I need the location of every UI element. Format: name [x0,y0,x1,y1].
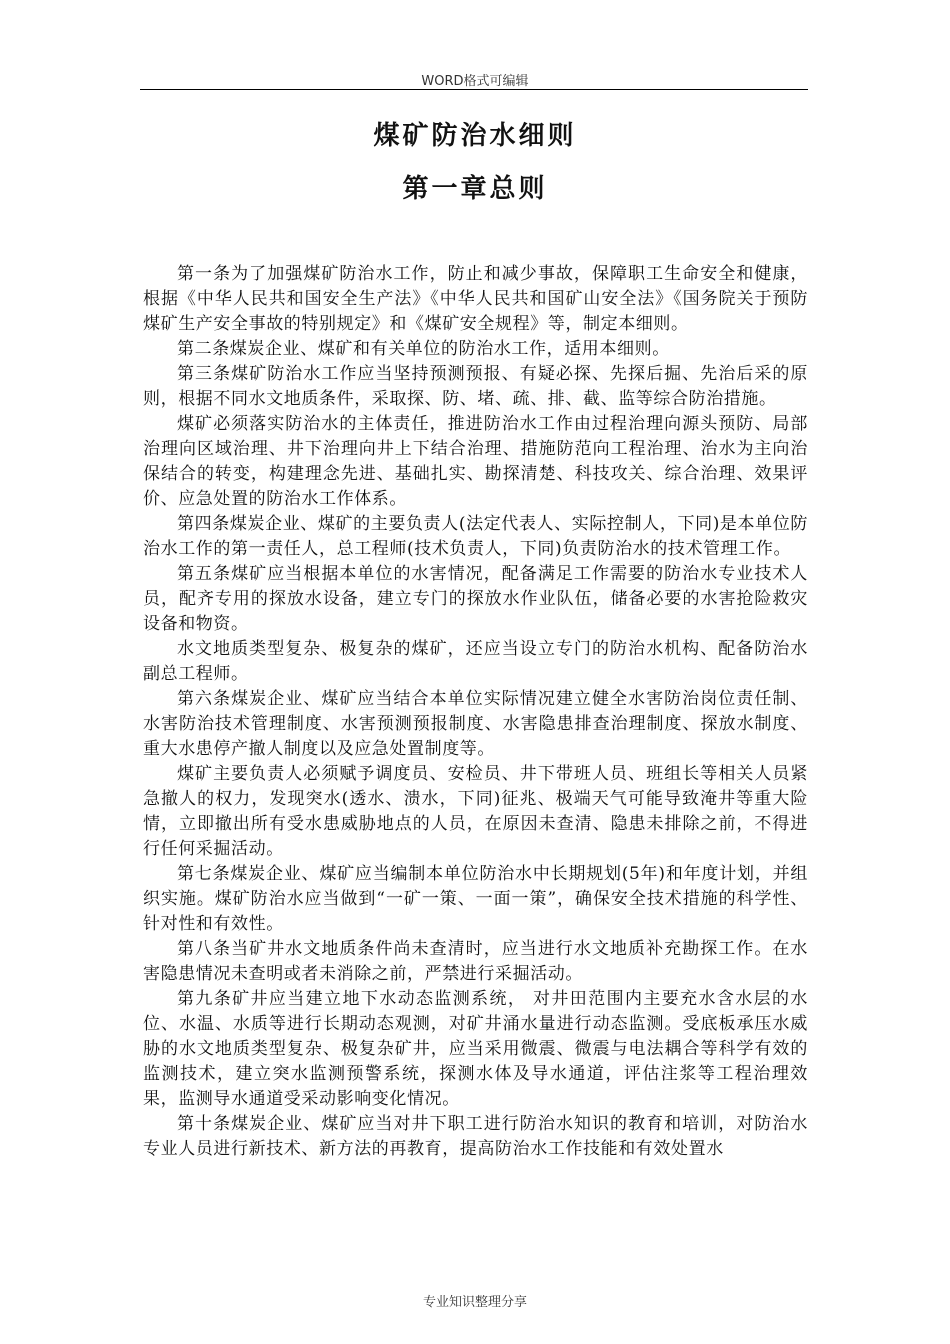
paragraph: 第五条煤矿应当根据本单位的水害情况，配备满足工作需要的防治水专业技术人员，配齐专用的探放水设备，建立专门的探放水作业队伍，储备必要的水害抢险救灾设备和物资。 [143,564,808,634]
page-footer: 专业知识整理分享 [422,1295,527,1310]
paragraph: 煤矿主要负责人必须赋予调度员、安检员、井下带班人员、班组长等相关人员紧急撤人的权力，发现突水(透水、溃水，下同)征兆、极端天气可能导致淹井等重大险情，立即撤出所有受水患威胁地点的人员，在原因未查清、隐患未排除之前，不得进行任何采掘活动。 [143,764,808,859]
paragraph: 第八条当矿井水文地质条件尚未查清时，应当进行水文地质补充勘探工作。在水害隐患情况未查明或者未消除之前，严禁进行采掘活动。 [143,939,808,984]
paragraph: 第二条煤炭企业、煤矿和有关单位的防治水工作，适用本细则。 [177,339,670,359]
paragraph: 第一条为了加强煤矿防治水工作，防止和减少事故，保障职工生命安全和健康，根据《中华人民共和国安全生产法》《中华人民共和国矿山安全法》《国务院关于预防煤矿生产安全事故的特别规定》和《煤矿安全规程》等，制定本细则。 [143,264,808,334]
document-body [143,262,808,1162]
paragraph: 第六条煤炭企业、煤矿应当结合本单位实际情况建立健全水害防治岗位责任制、水害防治技术管理制度、水害预测预报制度、水害隐患排查治理制度、探放水制度、重大水患停产撤人制度以及应急处置制度等。 [143,689,808,759]
page-header: WORD格式可编辑 [421,74,529,89]
paragraph: 煤矿必须落实防治水的主体责任，推进防治水工作由过程治理向源头预防、局部治理向区域治理、井下治理向井上下结合治理、措施防范向工程治理、治水为主向治保结合的转变，构建理念先进、基础扎实、勘探清楚、科技攻关、综合治理、效果评价、应急处置的防治水工作体系。 [143,414,808,509]
paragraph: 第三条煤矿防治水工作应当坚持预测预报、有疑必探、先探后掘、先治后采的原则，根据不同水文地质条件，采取探、防、堵、疏、排、截、监等综合防治措施。 [143,364,808,409]
paragraph: 第七条煤炭企业、煤矿应当编制本单位防治水中长期规划(5年)和年度计划，并组织实施。煤矿防治水应当做到“一矿一策、一面一策”，确保安全技术措施的科学性、针对性和有效性。 [143,864,808,934]
header-divider [140,89,808,90]
paragraph: 第十条煤炭企业、煤矿应当对井下职工进行防治水知识的教育和培训，对防治水专业人员进行新技术、新方法的再教育，提高防治水工作技能和有效处置水 [143,1114,808,1159]
paragraph: 水文地质类型复杂、极复杂的煤矿，还应当设立专门的防治水机构、配备防治水副总工程师。 [143,639,808,684]
document-title: 煤矿防治水细则 [373,121,577,151]
chapter-title: 第一章总则 [402,174,548,204]
paragraph: 第四条煤炭企业、煤矿的主要负责人(法定代表人、实际控制人，下同)是本单位防治水工作的第一责任人，总工程师(技术负责人，下同)负责防治水的技术管理工作。 [143,514,808,559]
paragraph: 第九条矿井应当建立地下水动态监测系统， 对井田范围内主要充水含水层的水位、水温、水质等进行长期动态观测，对矿井涌水量进行动态监测。受底板承压水威胁的水文地质类型复杂、极复杂矿井，应当采用微震、微震与电法耦合等科学有效的监测技术，建立突水监测预警系统，探测水体及导水通道，评估注浆等工程治理效果，监测导水通道受采动影响变化情况。 [143,989,808,1109]
